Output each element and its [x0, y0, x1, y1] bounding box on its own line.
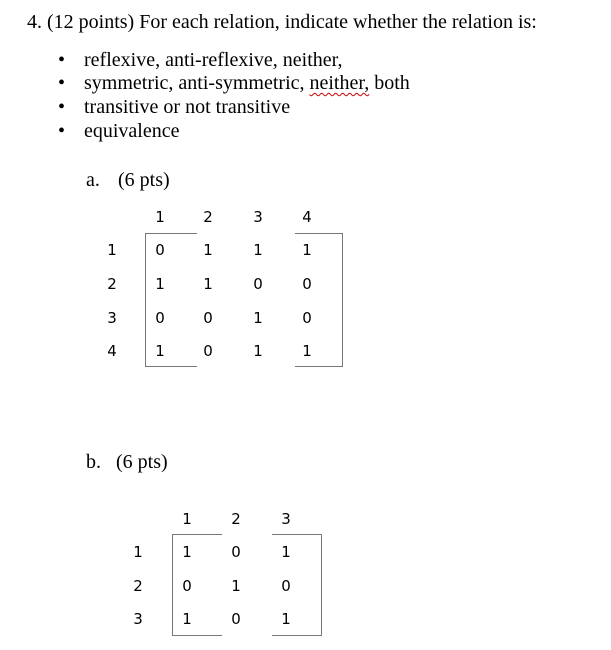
bullet-icon: •	[58, 96, 66, 118]
matrix-cell: 0	[203, 342, 213, 360]
matrix-cell: 1	[302, 241, 312, 259]
row-header: 1	[107, 241, 117, 259]
matrix-cell: 1	[281, 610, 291, 628]
row-header: 3	[133, 610, 143, 628]
right-bracket	[295, 233, 343, 367]
column-header: 4	[302, 208, 312, 226]
column-header: 1	[155, 208, 165, 226]
matrix-cell: 0	[155, 309, 165, 327]
row-header: 3	[107, 309, 117, 327]
column-header: 2	[203, 208, 213, 226]
matrix-cell: 0	[231, 610, 241, 628]
row-header: 2	[107, 275, 117, 293]
matrix-cell: 0	[155, 241, 165, 259]
left-bracket	[172, 534, 222, 636]
matrix-cell: 0	[302, 309, 312, 327]
row-header: 2	[133, 577, 143, 595]
column-header: 3	[253, 208, 263, 226]
bullet-icon: •	[58, 49, 66, 71]
matrix-cell: 1	[203, 241, 213, 259]
column-header: 2	[231, 510, 241, 528]
matrix-cell: 1	[281, 543, 291, 561]
row-header: 1	[133, 543, 143, 561]
matrix-cell: 1	[182, 610, 192, 628]
matrix-cell: 1	[155, 342, 165, 360]
bullet-icon: •	[58, 120, 66, 142]
bullet-item: equivalence	[84, 120, 180, 142]
bullet-item: symmetric, anti-symmetric, neither, both	[84, 72, 410, 94]
column-header: 3	[281, 510, 291, 528]
matrix-cell: 1	[182, 543, 192, 561]
part-a-label: a.	[86, 169, 100, 191]
matrix-cell: 1	[302, 342, 312, 360]
matrix-cell: 0	[253, 275, 263, 293]
matrix-cell: 0	[182, 577, 192, 595]
matrix-cell: 0	[231, 543, 241, 561]
left-bracket	[145, 233, 197, 367]
matrix-cell: 1	[253, 309, 263, 327]
matrix-cell: 1	[253, 241, 263, 259]
matrix-cell: 1	[203, 275, 213, 293]
part-b-label: b.	[86, 451, 101, 473]
matrix-cell: 0	[203, 309, 213, 327]
part-a-points: (6 pts)	[118, 169, 170, 191]
matrix-cell: 1	[231, 577, 241, 595]
column-header: 1	[182, 510, 192, 528]
bullet-item: transitive or not transitive	[84, 96, 291, 118]
spellcheck-underline: neither,	[309, 72, 370, 94]
right-bracket	[272, 534, 322, 636]
bullet-icon: •	[58, 72, 66, 94]
matrix-cell: 0	[281, 577, 291, 595]
bullet-item: reflexive, anti-reflexive, neither,	[84, 49, 343, 71]
matrix-cell: 1	[155, 275, 165, 293]
row-header: 4	[107, 342, 117, 360]
question-title: 4. (12 points) For each relation, indicate whether the relation is:	[27, 11, 537, 33]
matrix-cell: 0	[302, 275, 312, 293]
matrix-cell: 1	[253, 342, 263, 360]
part-b-points: (6 pts)	[116, 451, 168, 473]
